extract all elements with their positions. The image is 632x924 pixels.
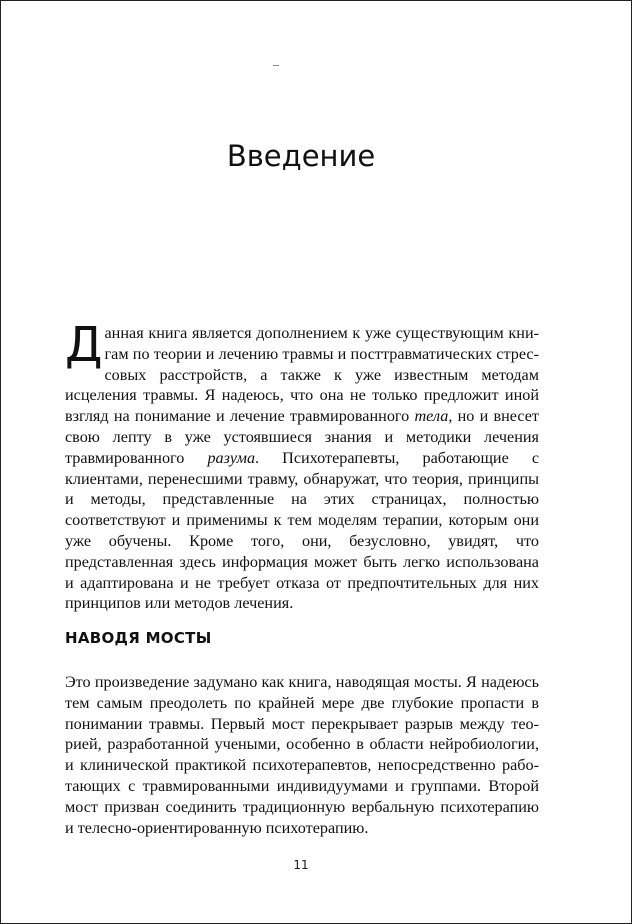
intro-text-part-3: . Психотерапевты, работающие с клиентами, перенесшими травму, обнаружат, что теория, принципы и методы, представленные на этих страницах, полностью соответствуют и применимы к тем моделям терапии, которым они уже обучены. Кроме того, они, безусловно, увидят, что представленная здесь информация может быть легко использована и адаптирована и не требует отказа от предпочтительных для них принципов или методов лечения. bbox=[65, 448, 540, 613]
top-mark bbox=[273, 65, 279, 66]
intro-paragraph bbox=[65, 317, 540, 614]
intro-text-part-2: , но и внесет свою лепту в уже устоявшиеся знания и методики лечения травмированного bbox=[65, 407, 539, 467]
intro-emphasis-body: тела bbox=[414, 407, 449, 426]
page-number: 11 bbox=[293, 858, 309, 872]
drop-cap: Д bbox=[65, 317, 103, 373]
section-paragraph: Это произведение задумано как книга, наводящая мосты. Я надеюсь тем самым преодолеть по крайней мере две глубокие пропасти в понимании травмы. Первый мост перекрывает разрыв между теорией, разработанной учеными, особенно в области нейробиологии, и клинической практикой психотерапевтов, непосредственно работающих с травмированными индивидуумами и группами. Второй мост призван соединить традиционную вербальную психотерапию и телесно-ориентированную психотерапию. bbox=[65, 673, 539, 837]
intro-text-part-1: анная книга является дополнением к уже существующим книгам по теории и лечению травмы и посттравматических стрессовых расстройств, а также к уже известным методам исцеления травмы. Я надеюсь, что она не только предложит иной взгляд на понимание и лечение травмированного bbox=[65, 324, 539, 426]
section-heading: НАВОДЯ МОСТЫ bbox=[65, 629, 212, 647]
intro-emphasis-mind: разума bbox=[207, 448, 256, 467]
chapter-title: Введение bbox=[226, 139, 376, 173]
